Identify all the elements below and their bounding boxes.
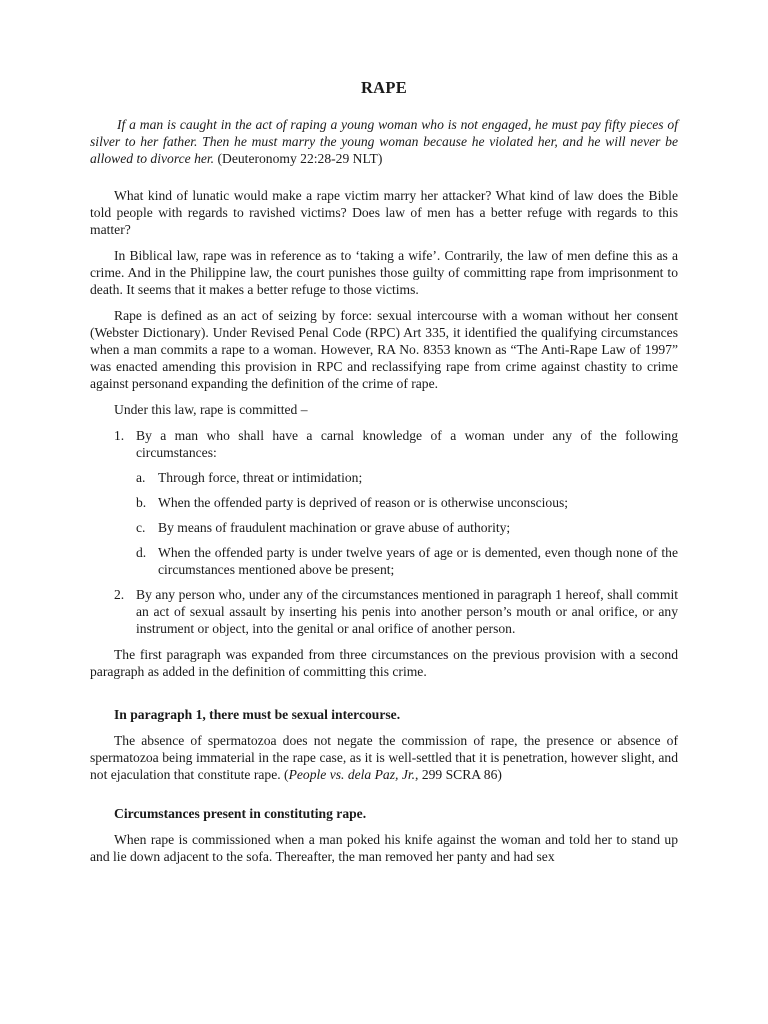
sub-list-item-a-text: Through force, threat or intimidation; — [158, 470, 363, 485]
numbered-list — [90, 427, 678, 637]
epigraph-quote: If a man is caught in the act of raping a young woman who is not engaged, he must pay fifty pieces of silver to her father. Then he must marry the young woman because he violated her, and he will never be allowed to divorce her. — [90, 117, 678, 166]
sub-list-item-d — [136, 544, 678, 578]
paragraph-1: What kind of lunatic would make a rape victim marry her attacker? What kind of law does the Bible told people with regards to ravished victims? Does law of men has a better refuge with regards to this matter? — [90, 188, 678, 237]
sub-list — [136, 469, 678, 578]
sub-marker-d: d. — [136, 545, 147, 560]
case-citation: People vs. dela Paz, Jr. — [288, 767, 416, 782]
paragraph-7: When rape is commissioned when a man poked his knife against the woman and told her to stand up and lie down adjacent to the sofa. Thereafter, the man removed her panty and had sex — [90, 832, 678, 864]
sub-list-item-d-text: When the offended party is under twelve years of age or is demented, even though none of the circumstances mentioned above be present; — [158, 545, 678, 577]
epigraph-citation: (Deuteronomy 22:28-29 NLT) — [217, 151, 383, 166]
paragraph-2: In Biblical law, rape was in reference as to ‘taking a wife’. Contrarily, the law of men define this as a crime. And in the Philippine law, the court punishes those guilty of committing rape from imprisonment to death. It seems that it makes a better refuge to those victims. — [90, 248, 678, 297]
sub-list-item-c — [136, 519, 678, 536]
section-heading-1: In paragraph 1, there must be sexual intercourse. — [114, 707, 401, 722]
sub-list-item-c-text: By means of fraudulent machination or grave abuse of authority; — [158, 520, 511, 535]
epigraph — [90, 116, 678, 167]
list-marker-2: 2. — [114, 587, 125, 602]
paragraph-4: Under this law, rape is committed – — [114, 402, 308, 417]
paragraph-5: The first paragraph was expanded from three circumstances on the previous provision with a second paragraph as added in the definition of committing this crime. — [90, 647, 678, 679]
sub-list-item-a — [136, 469, 678, 486]
sub-list-item-b-text: When the offended party is deprived of reason or is otherwise unconscious; — [158, 495, 569, 510]
sub-marker-a: a. — [136, 470, 146, 485]
list-marker-1: 1. — [114, 428, 125, 443]
sub-list-item-b — [136, 494, 678, 511]
list-item-1 — [90, 427, 678, 578]
section-heading-2: Circumstances present in constituting rape. — [114, 806, 367, 821]
paragraph-6 — [90, 732, 678, 783]
list-item-2 — [90, 586, 678, 637]
sub-marker-b: b. — [136, 495, 147, 510]
paragraph-3: Rape is defined as an act of seizing by force: sexual intercourse with a woman without her consent (Webster Dictionary). Under Revised Penal Code (RPC) Art 335, it identified the qualifying circumstances when a man commits a rape to a woman. However, RA No. 8353 known as “The Anti-Rape Law of 1997” was enacted amending this provision in RPC and reclassifying rape from crime against chastity to crime against personand expanding the definition of the crime of rape. — [90, 308, 678, 391]
paragraph-6-tail: , 299 SCRA 86) — [415, 767, 502, 782]
list-item-2-text: By any person who, under any of the circumstances mentioned in paragraph 1 hereof, shall commit an act of sexual assault by inserting his penis into another person’s mouth or anal orifice, or any instrument or object, into the genital or anal orifice of another person. — [136, 587, 678, 636]
document-page — [90, 78, 678, 874]
paragraph-6-text: The absence of spermatozoa does not negate the commission of rape, the presence or absence of spermatozoa being immaterial in the rape case, as it is well-settled that it is penetration, however slight, and not ejaculation that constitute rape. ( — [90, 733, 678, 782]
list-item-1-text: By a man who shall have a carnal knowledge of a woman under any of the following circumstances: — [136, 428, 678, 460]
sub-marker-c: c. — [136, 520, 146, 535]
document-title: RAPE — [360, 78, 408, 97]
